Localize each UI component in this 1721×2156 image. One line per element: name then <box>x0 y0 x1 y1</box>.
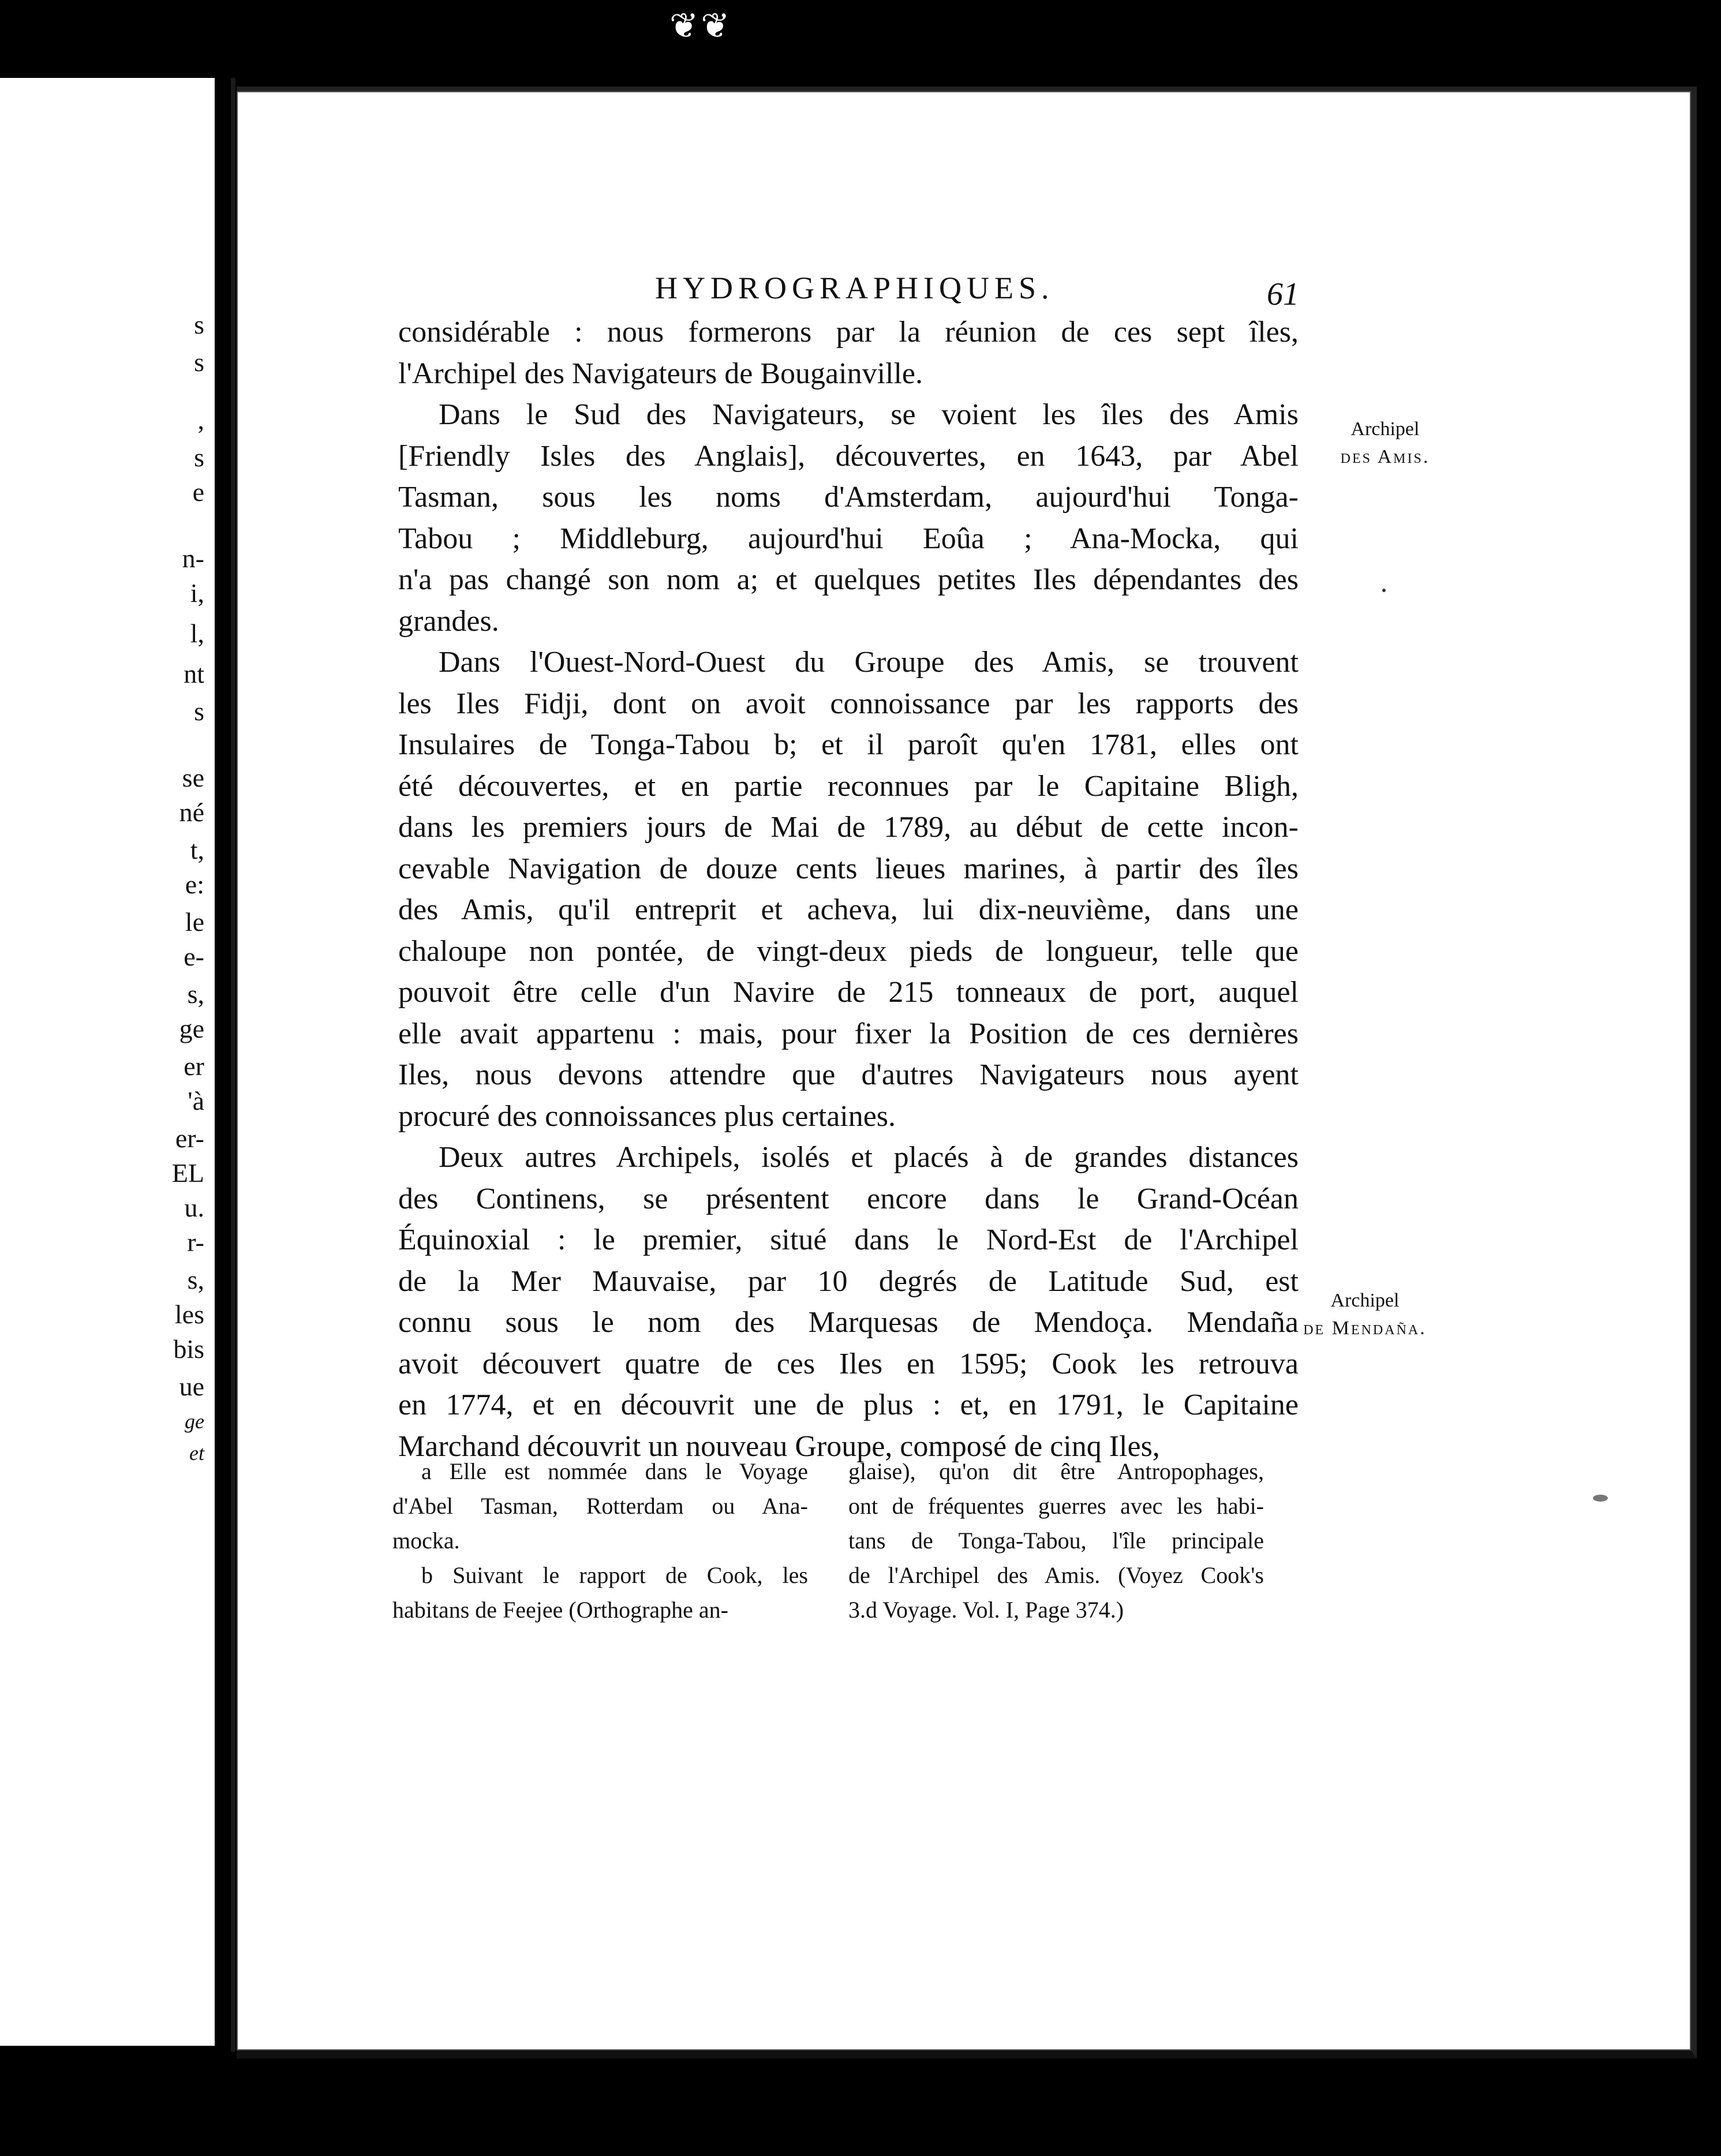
body-text <box>398 312 1299 1467</box>
text-line: procuré des connoissances plus certaines. <box>398 1099 896 1133</box>
text-line: Dans le Sud des Navigateurs, se voient les îles des Amis <box>439 398 1299 431</box>
text-line: pouvoit être celle d'un Navire de 215 tonneaux de port, auquel <box>398 976 1299 1009</box>
text-line: avoit découvert quatre de ces Iles en 1595; Cook les retrouva <box>398 1347 1299 1380</box>
footnote-line: glaise), qu'on dit être Antropophages, <box>848 1458 1264 1484</box>
text-line: [Friendly Isles des Anglais], découvertes, en 1643, par Abel <box>398 439 1299 473</box>
left-page-fragment: les <box>174 1300 204 1329</box>
footnote-line: 3.d Voyage. Vol. I, Page 374.) <box>848 1597 1124 1623</box>
footnote-line: d'Abel Tasman, Rotterdam ou Ana- <box>392 1493 808 1519</box>
left-page-fragment: n- <box>182 544 204 573</box>
gutter <box>231 78 235 2052</box>
text-line: Deux autres Archipels, isolés et placés à de grandes distances <box>439 1141 1299 1174</box>
left-page-fragment: ge <box>185 1410 204 1433</box>
text-line: Tasman, sous les noms d'Amsterdam, aujourd'hui Tonga- <box>398 481 1299 514</box>
left-page-fragment: s <box>194 347 204 377</box>
left-page-fragment: r- <box>187 1227 204 1257</box>
footnotes-right-column <box>848 1454 1264 1627</box>
left-page-fragment: s <box>194 310 204 339</box>
text-line: Marchand découvrit un nouveau Groupe, composé de cinq Iles, <box>398 1429 1160 1463</box>
left-page-fragment: er- <box>175 1124 204 1153</box>
text-line: grandes. <box>398 604 499 638</box>
left-page-fragment: , <box>197 405 204 435</box>
left-page-fragment: e: <box>185 870 204 899</box>
top-ornament: ❦❦ <box>669 6 732 46</box>
left-page-fragment: er <box>184 1051 204 1081</box>
text-line: en 1774, et en découvrit une de plus : et, en 1791, le Capitaine <box>398 1388 1299 1421</box>
left-page-fragment: s <box>194 443 204 472</box>
text-line: les Iles Fidji, dont on avoit connoissance par les rapports des <box>398 687 1299 720</box>
margin-note-line: Archipel <box>1350 418 1420 440</box>
left-page-fragment: né <box>179 798 204 827</box>
text-line: Iles, nous devons attendre que d'autres Navigateurs nous ayent <box>398 1058 1299 1091</box>
left-page-fragment: bis <box>173 1334 204 1364</box>
speck <box>1593 1495 1608 1502</box>
left-page-fragment: nt <box>184 659 204 688</box>
left-page-fragment: s, <box>187 979 204 1009</box>
left-page-fragment: s, <box>187 1265 204 1294</box>
text-line: des Amis, qu'il entreprit et acheva, lui dix-neuvième, dans une <box>398 893 1299 926</box>
footnote-line: b Suivant le rapport de Cook, les <box>421 1562 808 1588</box>
left-page-fragment: t, <box>190 835 204 864</box>
left-page-fragment: s <box>194 697 204 726</box>
footnote-line: de l'Archipel des Amis. (Voyez Cook's <box>848 1562 1264 1588</box>
margin-note-line: Archipel <box>1330 1290 1400 1311</box>
footnote-line: ont de fréquentes guerres avec les habi- <box>848 1493 1264 1519</box>
margin-note-archipel-des-amis <box>1327 416 1443 471</box>
left-page-fragment: l, <box>190 619 204 648</box>
text-line: Insulaires de Tonga-Tabou b; et il paroît qu'en 1781, elles ont <box>398 728 1299 761</box>
footnote-line: a Elle est nommée dans le Voyage <box>421 1458 808 1484</box>
text-line: été découvertes, et en partie reconnues par le Capitaine Bligh, <box>398 769 1299 803</box>
left-page-fragments <box>0 78 215 2046</box>
running-head: HYDROGRAPHIQUES. <box>655 271 1054 305</box>
text-line: considérable : nous formerons par la réunion de ces sept îles, <box>398 316 1299 349</box>
footnote-line: mocka. <box>392 1528 460 1554</box>
left-page-fragment: ue <box>179 1372 204 1401</box>
left-page-fragment: EL <box>171 1158 204 1188</box>
text-line: Dans l'Ouest-Nord-Ouest du Groupe des Amis, se trouvent <box>439 646 1299 679</box>
footnote-line: habitans de Feejee (Orthographe an- <box>392 1597 728 1623</box>
text-line: dans les premiers jours de Mai de 1789, au début de cette incon- <box>398 811 1299 844</box>
left-page-fragment: se <box>182 763 204 792</box>
text-line: Tabou ; Middleburg, aujourd'hui Eoûa ; Ana-Mocka, qui <box>398 522 1299 555</box>
left-page-fragment: et <box>189 1442 204 1465</box>
left-page <box>0 78 218 2046</box>
left-page-fragment: 'à <box>188 1086 204 1116</box>
margin-note-line: de Mendaña. <box>1303 1317 1427 1339</box>
text-line: de la Mer Mauvaise, par 10 degrés de Latitude Sud, est <box>398 1264 1299 1298</box>
left-page-fragment: e- <box>184 942 204 971</box>
left-page-fragment: u. <box>184 1193 204 1222</box>
speck <box>1382 589 1386 592</box>
left-page-fragment: ge <box>179 1014 204 1043</box>
margin-note-line: des Amis. <box>1340 446 1430 467</box>
left-page-fragment: i, <box>190 578 204 608</box>
left-page-fragment: le <box>185 907 204 937</box>
text-line: connu sous le nom des Marquesas de Mendoça. Mendaña <box>398 1306 1299 1339</box>
text-line: n'a pas changé son nom a; et quelques petites Iles dépendantes des <box>398 563 1299 596</box>
text-line: Équinoxial : le premier, situé dans le Nord-Est de l'Archipel <box>398 1223 1299 1256</box>
text-line: l'Archipel des Navigateurs de Bougainville. <box>398 357 923 390</box>
text-line: elle avait appartenu : mais, pour fixer la Position de ces dernières <box>398 1017 1299 1050</box>
text-line: des Continens, se présentent encore dans le Grand-Océan <box>398 1182 1299 1215</box>
text-line: chaloupe non pontée, de vingt-deux pieds de longueur, telle que <box>398 934 1299 968</box>
left-page-fragment: e <box>192 477 204 507</box>
footnotes-left-column <box>392 1454 808 1627</box>
footnote-line: tans de Tonga-Tabou, l'île principale <box>848 1528 1264 1554</box>
margin-note-archipel-de-mendana <box>1299 1287 1431 1342</box>
text-line: cevable Navigation de douze cents lieues marines, à partir des îles <box>398 852 1299 885</box>
page-number: 61 <box>1267 276 1299 312</box>
